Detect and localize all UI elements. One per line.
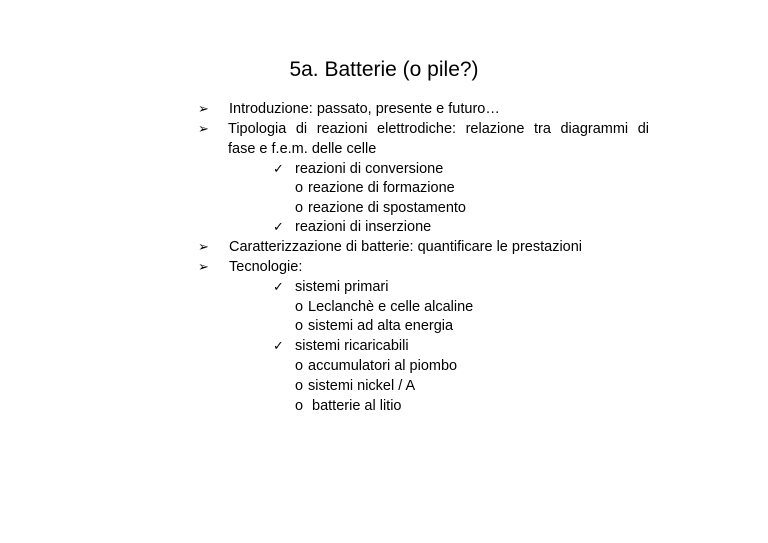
- sub-primari: sistemi primari: [295, 279, 389, 295]
- arrow-bullet-icon: ➢: [198, 102, 209, 117]
- circle-bullet-icon: o: [295, 378, 304, 394]
- circle-bullet-icon: o: [295, 358, 304, 374]
- sub-sub-piombo: accumulatori al piombo: [308, 358, 458, 374]
- arrow-bullet-icon: ➢: [198, 260, 209, 275]
- bullet-caratterizzazione: Caratterizzazione di batterie: quantificare le prestazioni: [229, 239, 583, 255]
- bullet-tipologia-line1: Tipologia di reazioni elettrodiche: relazione tra diagrammi di: [228, 121, 649, 137]
- circle-bullet-icon: o: [295, 180, 304, 196]
- sub-ricaricabili: sistemi ricaricabili: [295, 338, 409, 354]
- circle-bullet-icon: o: [295, 318, 304, 334]
- arrow-bullet-icon: ➢: [198, 122, 209, 137]
- check-bullet-icon: ✓: [273, 162, 284, 177]
- sub-sub-formazione: reazione di formazione: [308, 180, 455, 196]
- circle-bullet-icon: o: [295, 200, 304, 216]
- sub-sub-alta-energia: sistemi ad alta energia: [308, 318, 454, 334]
- sub-inserzione: reazioni di inserzione: [295, 219, 432, 235]
- check-bullet-icon: ✓: [273, 339, 284, 354]
- slide-title: 5a. Batterie (o pile?): [289, 58, 479, 81]
- check-bullet-icon: ✓: [273, 280, 284, 295]
- sub-sub-litio: batterie al litio: [308, 398, 402, 414]
- sub-conversione: reazioni di conversione: [295, 161, 444, 177]
- circle-bullet-icon: o: [295, 398, 304, 414]
- arrow-bullet-icon: ➢: [198, 240, 209, 255]
- check-bullet-icon: ✓: [273, 220, 284, 235]
- bullet-tecnologie: Tecnologie:: [229, 259, 303, 275]
- sub-sub-leclanche: Leclanchè e celle alcaline: [308, 299, 474, 315]
- sub-sub-spostamento: reazione di spostamento: [308, 200, 466, 216]
- bullet-intro: Introduzione: passato, presente e futuro…: [229, 101, 500, 117]
- sub-sub-nickel: sistemi nickel / A: [308, 378, 416, 394]
- bullet-tipologia-line2: fase e f.e.m. delle celle: [228, 141, 377, 157]
- circle-bullet-icon: o: [295, 299, 304, 315]
